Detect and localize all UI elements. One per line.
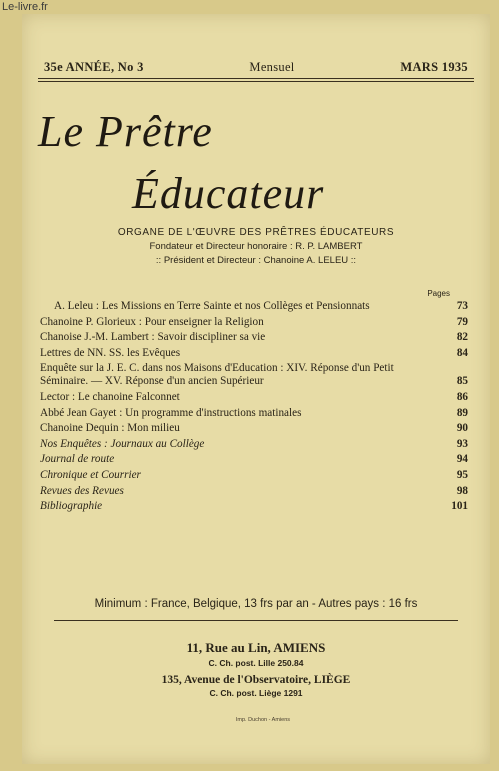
header-rule-double: [38, 81, 474, 82]
toc-entry-page: 93: [456, 437, 468, 450]
toc-entry-page: 98: [456, 484, 468, 497]
header-rule: [38, 78, 474, 79]
printer-imprint: Imp. Duchon - Amiens: [235, 717, 290, 723]
issue-date: MARS 1935: [400, 60, 468, 74]
toc-entry-text: Chanoine Dequin : Mon milieu: [40, 422, 180, 435]
toc-entry-text: Chanoine P. Glorieux : Pour enseigner la Religion: [40, 315, 264, 328]
table-of-contents: [40, 300, 468, 516]
title-line-2: Éducateur: [132, 169, 325, 218]
organ-line: ORGANE DE L'ŒUVRE DES PRÊTRES ÉDUCATEURS: [117, 227, 395, 238]
toc-entry: [40, 391, 468, 404]
watermark: Le-livre.fr: [2, 1, 48, 13]
toc-entry: [40, 422, 468, 435]
address-amiens-street: 11, Rue au Lin, AMIENS: [186, 640, 326, 655]
toc-entry: [40, 407, 468, 420]
toc-entry-text: Chanoise J.-M. Lambert : Savoir discipliner sa vie: [40, 331, 266, 344]
masthead: [22, 226, 490, 268]
toc-entry-page: 94: [456, 453, 468, 466]
toc-entry-page: 79: [456, 315, 468, 328]
address-liege-street: 135, Avenue de l'Observatoire, LIÈGE: [161, 674, 351, 686]
toc-entry-page: 95: [456, 468, 468, 481]
toc-entry: [40, 300, 468, 313]
subscription-price: Minimum : France, Belgique, 13 frs par an - Autres pays : 16 frs: [94, 598, 418, 610]
toc-entry: [40, 469, 468, 482]
founder-line: Fondateur et Directeur honoraire : R. P. LAMBERT: [149, 241, 363, 252]
toc-entry: [40, 316, 468, 329]
toc-entry: [40, 347, 468, 360]
toc-entry: [40, 485, 468, 498]
toc-entry: [40, 453, 468, 466]
toc-entry-page: 84: [456, 346, 468, 359]
address-liege: [22, 674, 490, 698]
issue-number: 35e ANNÉE, No 3: [44, 60, 144, 74]
address-liege-postal: C. Ch. post. Liège 1291: [209, 688, 303, 698]
toc-entry: [40, 438, 468, 451]
magazine-cover: [22, 14, 490, 764]
toc-entry-text: Lettres de NN. SS. les Evêques: [40, 346, 181, 359]
toc-entry-text: Revues des Revues: [40, 484, 124, 497]
toc-entry-text: Bibliographie: [40, 500, 103, 513]
address-amiens: [22, 640, 490, 668]
toc-entry-page: 89: [456, 406, 468, 419]
toc-entry-text: Chronique et Courrier: [40, 468, 141, 481]
toc-entry: [40, 362, 468, 388]
toc-entry-text: Enquête sur la J. E. C. dans nos Maisons d'Education : XIV. Réponse d'un Petit Séminaire. — XV. Réponse d'un ancien Supérieur: [40, 362, 394, 388]
toc-entry-page: 101: [451, 500, 468, 513]
toc-entry-page: 82: [456, 331, 468, 344]
toc-entry: [40, 500, 468, 513]
address-amiens-postal: C. Ch. post. Lille 250.84: [208, 658, 304, 668]
toc-entry-text: Lector : Le chanoine Falconnet: [40, 390, 180, 403]
toc-entry-text: Journal de route: [40, 453, 115, 466]
issue-header: [44, 60, 468, 75]
toc-entry-page: 85: [456, 375, 468, 388]
frequency: Mensuel: [249, 60, 295, 74]
president-line: :: Président et Directeur : Chanoine A. LELEU ::: [155, 255, 357, 266]
toc-entry-page: 86: [456, 390, 468, 403]
toc-entry-page: 90: [456, 422, 468, 435]
toc-entry-text: A. Leleu : Les Missions en Terre Sainte et nos Collèges et Pensionnats: [54, 300, 370, 312]
title-line-1: Le Prêtre: [38, 107, 213, 156]
toc-entry-text: Nos Enquêtes : Journaux au Collège: [40, 437, 205, 450]
pages-label: Pages: [427, 289, 450, 298]
toc-entry-text: Abbé Jean Gayet : Un programme d'instructions matinales: [40, 406, 302, 419]
toc-entry: [40, 331, 468, 344]
toc-entry-page: 73: [456, 300, 468, 312]
price-rule: [54, 620, 458, 621]
